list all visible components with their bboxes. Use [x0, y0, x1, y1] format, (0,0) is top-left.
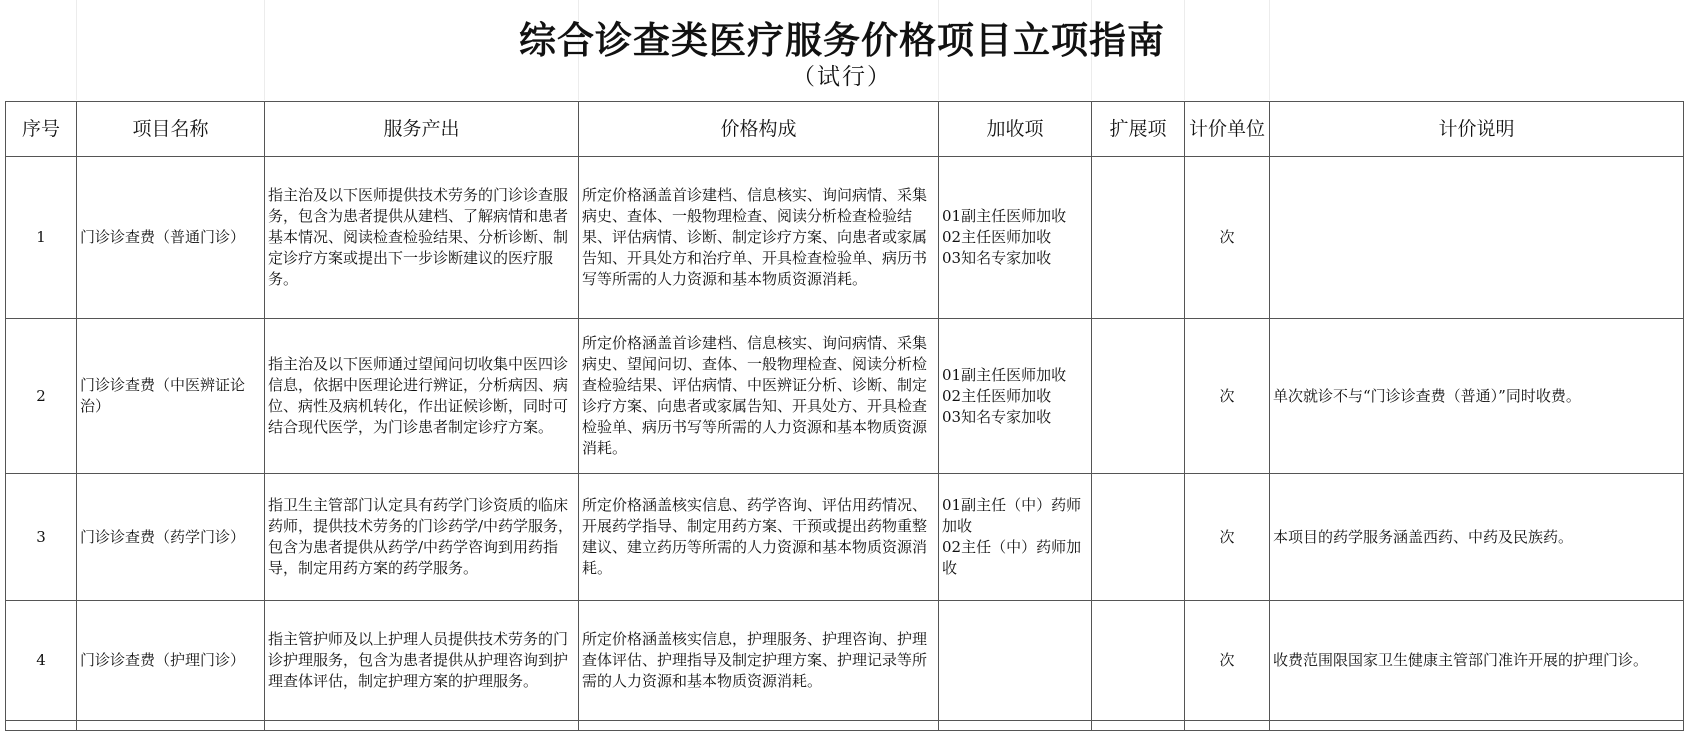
cell-pricing-note: 本项目的药学服务涵盖西药、中药及民族药。 — [1270, 474, 1684, 601]
cell-price-composition: 所定价格涵盖首诊建档、信息核实、询问病情、采集病史、望闻问切、查体、一般物理检查、阅读分析检查检验结果、评估病情、中医辨证分析、诊断、制定诊疗方案、向患者或家属告知、开具处方、开具检查检验单、病历书写等所需的人力资源和基本物质资源消耗。 — [579, 319, 939, 474]
cell-service-output: 指卫生主管部门认定具有药学门诊资质的临床药师，提供技术劳务的门诊药学/中药学服务，包含为患者提供从药学/中药学咨询到用药指导，制定用药方案的药学服务。 — [265, 474, 579, 601]
surcharge-item: 03知名专家加收 — [942, 407, 1052, 426]
price-guide-table — [5, 101, 1684, 731]
header-surcharge: 加收项 — [939, 102, 1092, 157]
cell-pricing-unit: 次 — [1185, 601, 1270, 721]
cell-surcharge — [939, 319, 1092, 474]
cell-surcharge — [939, 474, 1092, 601]
cell-service-output: 指主治及以下医师提供技术劳务的门诊诊查服务，包含为患者提供从建档、了解病情和患者基本情况、阅读检查检验结果、分析诊断、制定诊疗方案或提出下一步诊断建议的医疗服务。 — [265, 157, 579, 319]
cell-pricing-note — [1270, 157, 1684, 319]
cell-surcharge — [939, 157, 1092, 319]
cell-price-composition: 所定价格涵盖核实信息、药学咨询、评估用药情况、开展药学指导、制定用药方案、干预或提出药物重整建议、建立药历等所需的人力资源和基本物质资源消耗。 — [579, 474, 939, 601]
cell-extension — [1092, 601, 1185, 721]
cell-serial-no: 3 — [6, 474, 77, 601]
surcharge-item: 02主任医师加收 — [942, 386, 1052, 405]
header-service-output: 服务产出 — [265, 102, 579, 157]
cell-empty — [77, 721, 265, 731]
cell-price-composition: 所定价格涵盖首诊建档、信息核实、询问病情、采集病史、查体、一般物理检查、阅读分析检查检验结果、评估病情、诊断、制定诊疗方案、向患者或家属告知、开具处方和治疗单、开具检查检验单、病历书写等所需的人力资源和基本物质资源消耗。 — [579, 157, 939, 319]
cell-service-output: 指主管护师及以上护理人员提供技术劳务的门诊护理服务，包含为患者提供从护理咨询到护理查体评估，制定护理方案的护理服务。 — [265, 601, 579, 721]
table-row — [6, 319, 1684, 474]
surcharge-item: 01副主任（中）药师加收 — [942, 496, 1082, 535]
cell-pricing-note: 收费范围限国家卫生健康主管部门准许开展的护理门诊。 — [1270, 601, 1684, 721]
cell-serial-no: 2 — [6, 319, 77, 474]
table-row — [6, 157, 1684, 319]
cell-item-name: 门诊诊查费（护理门诊） — [77, 601, 265, 721]
cell-empty — [579, 721, 939, 731]
header-pricing-unit: 计价单位 — [1185, 102, 1270, 157]
cell-pricing-unit: 次 — [1185, 474, 1270, 601]
cell-extension — [1092, 474, 1185, 601]
surcharge-item: 02主任（中）药师加收 — [942, 538, 1082, 577]
cell-pricing-unit: 次 — [1185, 157, 1270, 319]
cell-item-name: 门诊诊查费（普通门诊） — [77, 157, 265, 319]
cell-empty — [6, 721, 77, 731]
surcharge-item: 01副主任医师加收 — [942, 207, 1067, 225]
table-row — [6, 601, 1684, 721]
surcharge-item: 02主任医师加收 — [942, 228, 1052, 246]
cell-surcharge — [939, 601, 1092, 721]
cell-empty — [1185, 721, 1270, 731]
document-subtitle: （试行） — [792, 64, 892, 90]
cell-extension — [1092, 157, 1185, 319]
header-serial-no: 序号 — [6, 102, 77, 157]
cell-price-composition: 所定价格涵盖核实信息，护理服务、护理咨询、护理查体评估、护理指导及制定护理方案、护理记录等所需的人力资源和基本物质资源消耗。 — [579, 601, 939, 721]
header-extension: 扩展项 — [1092, 102, 1185, 157]
header-pricing-note: 计价说明 — [1270, 102, 1684, 157]
cell-service-output: 指主治及以下医师通过望闻问切收集中医四诊信息，依据中医理论进行辨证，分析病因、病位、病性及病机转化，作出证候诊断，同时可结合现代医学，为门诊患者制定诊疗方案。 — [265, 319, 579, 474]
cell-empty — [1270, 721, 1684, 731]
cell-serial-no: 4 — [6, 601, 77, 721]
table-row — [6, 474, 1684, 601]
header-price-composition: 价格构成 — [579, 102, 939, 157]
cell-item-name: 门诊诊查费（药学门诊） — [77, 474, 265, 601]
cell-empty — [1092, 721, 1185, 731]
cell-empty — [265, 721, 579, 731]
header-item-name: 项目名称 — [77, 102, 265, 157]
surcharge-item: 03知名专家加收 — [942, 249, 1052, 267]
cell-empty — [939, 721, 1092, 731]
document-title: 综合诊查类医疗服务价格项目立项指南 — [519, 18, 1165, 62]
table-row-partial — [6, 721, 1684, 731]
cell-pricing-note: 单次就诊不与“门诊诊查费（普通）”同时收费。 — [1270, 319, 1684, 474]
table-header-row — [6, 102, 1684, 157]
cell-extension — [1092, 319, 1185, 474]
surcharge-item: 01副主任医师加收 — [942, 365, 1067, 384]
cell-pricing-unit: 次 — [1185, 319, 1270, 474]
cell-serial-no: 1 — [6, 157, 77, 319]
cell-item-name: 门诊诊查费（中医辨证论治） — [77, 319, 265, 474]
